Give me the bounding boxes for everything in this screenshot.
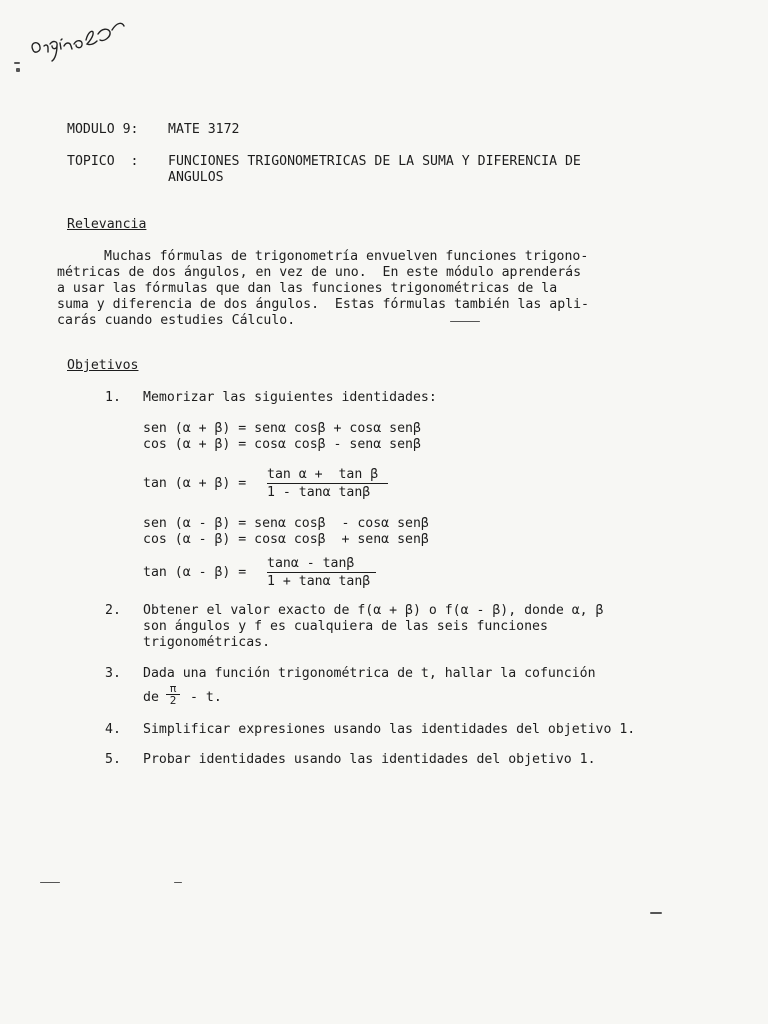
objective-3-number: 3.	[105, 666, 121, 681]
two-denominator: 2	[169, 694, 177, 707]
identity-tan-sum-fraction	[267, 467, 388, 501]
scan-speck	[16, 68, 20, 72]
objective-4-text: Simplificar expresiones usando las identidades del objetivo 1.	[143, 722, 636, 737]
identity-tan-sum-lhs: tan (α + β) =	[143, 476, 247, 491]
identity-cos-sum: cos (α + β) = cosα cosβ - senα senβ	[143, 437, 421, 452]
topico-line-1: FUNCIONES TRIGONOMETRICAS DE LA SUMA Y DIFERENCIA DE	[168, 154, 581, 169]
objective-2-number: 2.	[105, 603, 121, 618]
relevancia-line-1: Muchas fórmulas de trigonometría envuelven funciones trigono-	[104, 249, 589, 264]
tan-sum-denominator: 1 - tanα tanβ	[267, 485, 371, 500]
objective-3-tail: - t.	[190, 690, 222, 705]
objective-2-line-1: Obtener el valor exacto de f(α + β) o f(α - β), donde α, β	[143, 603, 604, 618]
objective-2-line-3: trigonométricas.	[143, 635, 271, 650]
relevancia-line-2: métricas de dos ángulos, en vez de uno. En este módulo aprenderás	[57, 265, 582, 280]
objective-5-number: 5.	[105, 752, 121, 767]
identity-sen-sum: sen (α + β) = senα cosβ + cosα senβ	[143, 421, 421, 436]
modulo-label: MODULO 9:	[67, 122, 139, 137]
identity-cos-diff: cos (α - β) = cosα cosβ + senα senβ	[143, 532, 429, 547]
topico-line-2: ANGULOS	[168, 170, 224, 185]
scan-speck	[40, 882, 60, 883]
identity-tan-diff-fraction	[267, 556, 376, 590]
relevancia-heading: Relevancia	[67, 217, 147, 232]
scan-speck	[450, 321, 480, 322]
objective-1-number: 1.	[105, 390, 121, 405]
relevancia-line-3: a usar las fórmulas que dan las funciones trigonométricas de la	[57, 281, 558, 296]
tan-diff-denominator: 1 + tanα tanβ	[267, 574, 371, 589]
tan-diff-numerator: tanα - tanβ	[267, 556, 376, 573]
relevancia-line-4: suma y diferencia de dos ángulos. Estas fórmulas también las apli-	[57, 297, 589, 312]
scan-speck	[14, 62, 20, 64]
modulo-value: MATE 3172	[168, 122, 240, 137]
objective-5-text: Probar identidades usando las identidades del objetivo 1.	[143, 752, 596, 767]
topico-label: TOPICO :	[67, 154, 139, 169]
identity-sen-diff: sen (α - β) = senα cosβ - cosα senβ	[143, 516, 429, 531]
pi-over-two-fraction	[166, 683, 180, 706]
pi-numerator: π	[166, 683, 180, 695]
scan-speck	[650, 912, 662, 914]
objetivos-heading: Objetivos	[67, 358, 139, 373]
objective-3-de: de	[143, 690, 159, 705]
relevancia-line-5: carás cuando estudies Cálculo.	[57, 313, 296, 328]
objective-4-number: 4.	[105, 722, 121, 737]
scan-speck	[174, 882, 182, 883]
objective-1-text: Memorizar las siguientes identidades:	[143, 390, 437, 405]
identity-tan-diff-lhs: tan (α - β) =	[143, 565, 247, 580]
objective-2-line-2: son ángulos y f es cualquiera de las seis funciones	[143, 619, 548, 634]
objective-3-line-1: Dada una función trigonométrica de t, hallar la cofunción	[143, 666, 596, 681]
tan-sum-numerator: tan α + tan β	[267, 467, 388, 484]
